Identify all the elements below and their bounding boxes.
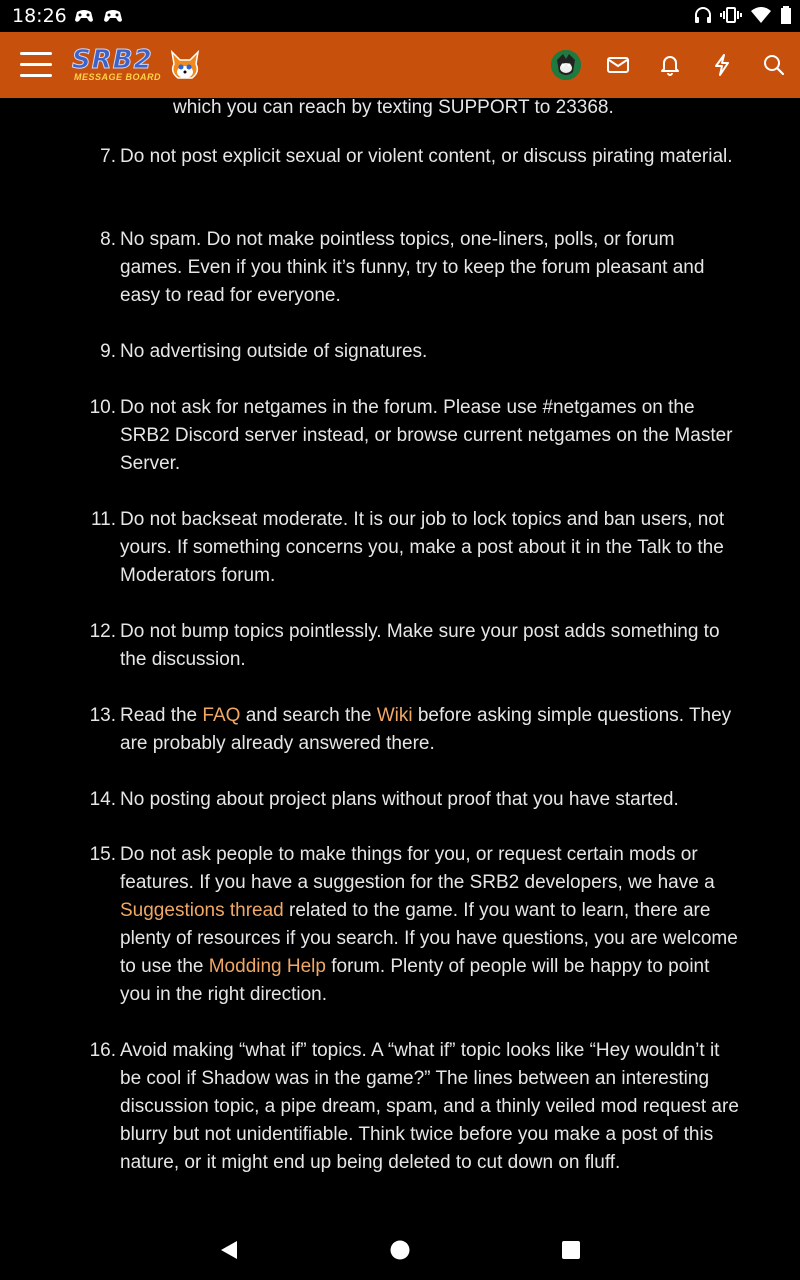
search-icon[interactable] xyxy=(748,39,800,91)
inbox-icon[interactable] xyxy=(592,39,644,91)
vibrate-icon xyxy=(720,6,742,29)
fox-mascot-icon xyxy=(168,48,202,89)
rule-text: Do not ask for netgames in the forum. Please use #netgames on the SRB2 Discord server instead, or browse current netgames on the Master Server. xyxy=(120,397,733,474)
wiki-link[interactable]: Wiki xyxy=(376,705,413,726)
rule-text: Do not bump topics pointlessly. Make sure your post adds something to the discussion. xyxy=(120,621,720,670)
modding-help-link[interactable]: Modding Help xyxy=(208,956,326,977)
rule-text: Do not post explicit sexual or violent content, or discuss pirating material. xyxy=(120,146,733,167)
recents-icon[interactable] xyxy=(555,1234,587,1266)
battery-icon xyxy=(780,6,792,29)
rule-number: 14. xyxy=(89,789,116,810)
gamepad-icon xyxy=(103,7,123,25)
rule-text: Do not ask people to make things for you, or request certain mods or features. If you have a suggestion for the SRB2 developers, we have a Suggestions thread related to the game. If you want to learn, there are plenty of resources if you search. If you have questions, you are welcome to use the Modding Help forum. Plenty of people will be happy to point you in the right direction. xyxy=(120,844,738,1005)
rule-fragment: which you can reach by texting SUPPORT to 23368. xyxy=(173,98,614,118)
rule-text: Read the FAQ and search the Wiki before asking simple questions. They are probably already answered there. xyxy=(120,705,732,754)
logo-subtext: MESSAGE BOARD xyxy=(74,72,162,82)
logo-text: SRB2 xyxy=(72,45,153,75)
rule-number: 12. xyxy=(89,621,116,642)
rule-number: 16. xyxy=(89,1040,116,1061)
rule-number: 7. xyxy=(100,146,116,167)
rule-number: 11. xyxy=(90,509,116,530)
site-header xyxy=(0,32,800,98)
user-avatar[interactable] xyxy=(540,39,592,91)
faq-link[interactable]: FAQ xyxy=(202,705,241,726)
rule-number: 10. xyxy=(89,397,116,418)
rule-number: 9. xyxy=(100,341,116,362)
bell-icon[interactable] xyxy=(644,39,696,91)
lightning-icon[interactable] xyxy=(696,39,748,91)
site-logo[interactable] xyxy=(72,46,204,86)
gamepad-icon xyxy=(74,7,94,25)
suggestions-thread-link[interactable]: Suggestions thread xyxy=(120,900,284,921)
rule-number: 13. xyxy=(89,705,116,726)
status-bar xyxy=(0,0,800,32)
back-icon[interactable] xyxy=(213,1234,245,1266)
wifi-icon xyxy=(750,6,772,29)
menu-icon[interactable] xyxy=(20,52,52,78)
headphones-icon xyxy=(694,6,712,29)
rule-text: No spam. Do not make pointless topics, one-liners, polls, or forum games. Even if you think it’s funny, try to keep the forum pleasant and easy to read for everyone. xyxy=(120,229,705,306)
forum-rules-content xyxy=(0,98,800,1220)
rule-number: 15. xyxy=(89,844,116,865)
rule-text: Do not backseat moderate. It is our job to lock topics and ban users, not yours. If something concerns you, make a post about it in the Talk to the Moderators forum. xyxy=(120,509,725,586)
rule-text: No posting about project plans without proof that you have started. xyxy=(120,789,679,810)
rule-text: Avoid making “what if” topics. A “what if” topic looks like “Hey wouldn’t it be cool if Shadow was in the game?” The lines between an interesting discussion topic, a pipe dream, spam, and a thinly veiled mod request are blurry but not unidentifiable. Think twice before you make a post of this nature, or it might end up being deleted to cut down on fluff. xyxy=(120,1040,739,1173)
status-time: 18:26 xyxy=(12,5,67,27)
navigation-bar xyxy=(0,1220,800,1280)
rule-text: No advertising outside of signatures. xyxy=(120,341,428,362)
home-icon[interactable] xyxy=(384,1234,416,1266)
rule-number: 8. xyxy=(100,229,116,250)
